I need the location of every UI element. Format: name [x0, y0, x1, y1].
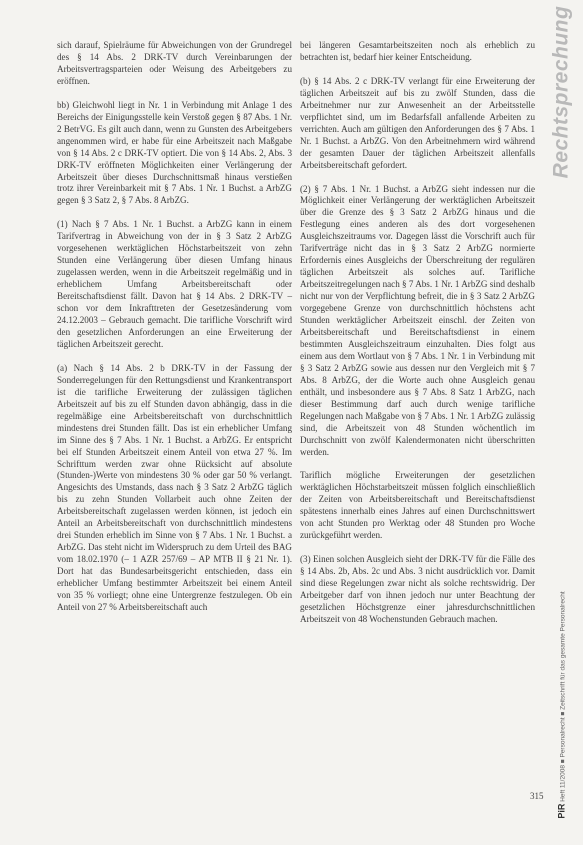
- left-paragraph-1: sich darauf, Spielräume für Abweichungen von der Grundregel des § 14 Abs. 2 DRK-TV durch Vereinbarungen der Arbeitsvertragsparteien oder Weisung des Arbeitgebers zu eröffnen.: [57, 40, 292, 86]
- right-paragraph-2: (b) § 14 Abs. 2 c DRK-TV verlangt für eine Erweiterung der täglichen Arbeitszeit auf bis zu zwölf Stunden, dass die Arbeitnehmer nur zur Anwesenheit an der Arbeitsstelle verpflichtet sind, um im Bedarfsfall anfallende Arbeiten zu verrichten. Auch am gültigen den Anforderungen des § 7 Abs. 1 Nr. 1 Buchst. a ArbZG. Von den Arbeitnehmern wird während der gesamten Dauer der täglichen Arbeitszeit allenfalls Arbeitsbereitschaft gefordert.: [300, 75, 535, 170]
- page-number: 315: [530, 791, 544, 801]
- journal-brand: PiR: [557, 803, 567, 819]
- journal-footer: [556, 580, 568, 830]
- section-logo: [548, 5, 574, 179]
- right-paragraph-3: (2) § 7 Abs. 1 Nr. 1 Buchst. a ArbZG sieht indessen nur die Möglichkeit einer Verlängerung der werktäglichen Arbeitszeit über die Grenze des § 3 Satz 2 ArbZG hinaus und die Festlegung eines anderen als des dort vorgesehenen Ausgleichszeitraums vor. Dagegen lässt die Vorschrift auch für Tarifverträge nicht das in § 3 Satz 2 ArbZG normierte Erfordernis eines Ausgleichs der Überschreitung der regulären täglichen Arbeitszeit als solches auf. Tarifliche Arbeitszeitregelungen nach § 7 Abs. 1 Nr. 1 ArbZG sind deshalb nicht nur von der Verpflichtung befreit, die in § 3 Satz 2 ArbZG vorgegebene Grenze von durchschnittlich höchstens acht Stunden werktäglicher Arbeitszeit einschl. der Zeiten von Arbeitsbereitschaft und Bereitschaftsdienst in einem bestimmten Ausgleichszeitraum einzuhalten. Dies folgt aus einem aus dem Wortlaut von § 7 Abs. 1 Nr. 1 in Verbindung mit § 3 Satz 2 ArbZG sowie aus dessen nur den Vergleich mit § 7 Abs. 8 ArbZG, der die Worte auch ohne Ausgleich genau enthält, und insbesondere aus § 7 Abs. 8 Satz 1 ArbZG, nach dieser Bestimmung darf auch durch wenige tarifliche Regelungen nach Maßgabe von § 7 Abs. 1 Nr. 1 ArbZG zulässig sind, die Arbeitszeit von 48 Stunden wöchentlich im Durchschnitt von zwölf Kalendermonaten nicht überschritten werden.: [300, 183, 535, 457]
- journal-footer-text: Heft 11/2008 ■ Personalrecht ■ Zeitschrift für das gesamte Personalrecht: [560, 591, 567, 802]
- right-paragraph-5: (3) Einen solchen Ausgleich sieht der DRK-TV für die Fälle des § 14 Abs. 2b, Abs. 2c und Abs. 3 nicht ausdrücklich vor. Damit sind diese Regelungen zwar nicht als solche rechtswidrig. Der Arbeitgeber darf von ihnen jedoch nur unter Beachtung der gesetzlichen Höchstgrenze einer jahresdurchschnittlichen Arbeitszeit von 48 Wochenstunden Gebrauch machen.: [300, 554, 535, 624]
- section-logo-text: Rechtsprechung: [549, 5, 573, 179]
- left-paragraph-2: bb) Gleichwohl liegt in Nr. 1 in Verbindung mit Anlage 1 des Bereichs der Einigungsstelle kein Verstoß gegen § 87 Abs. 1 Nr. 2 BetrVG. Es gilt auch dann, wenn zu Gunsten des Arbeitgebers angenommen wird, er habe für eine Arbeitszeit nach Maßgabe von § 14 Abs. 2 c DRK-TV optiert. Die von § 14 Abs. 2, Abs. 3 DRK-TV eröffneten Möglichkeiten einer Verlängerung der Arbeitszeit über dieses Durchschnittsmaß hinaus verstießen trotz ihrer Vereinbarkeit mit § 7 Abs. 1 Nr. 1 Buchst. a ArbZG gegen § 3 Satz 2, § 7 Abs. 8 ArbZG.: [57, 99, 292, 206]
- left-column: [57, 40, 292, 626]
- right-paragraph-1: bei längeren Gesamtarbeitszeiten noch als erheblich zu betrachten ist, bedarf hier keiner Entscheidung.: [300, 40, 535, 62]
- left-paragraph-3: (1) Nach § 7 Abs. 1 Nr. 1 Buchst. a ArbZG kann in einem Tarifvertrag in Abweichung von der in § 3 Satz 2 ArbZG vorgesehenen werktäglichen Höchstarbeitszeit von zehn Stunden eine Verlängerung über diesen Umfang hinaus zugelassen werden, wenn in die Arbeitszeit regelmäßig und in erheblichem Umfang Arbeitsbereitschaft oder Bereitschaftsdienst fällt. Davon hat § 14 Abs. 2 DRK-TV – schon vor dem Inkrafttreten der Gesetzesänderung vom 24.12.2003 – Gebrauch gemacht. Die tarifliche Vorschrift wird den gesetzlichen Anforderungen an eine Erweiterung der täglichen Arbeitszeit gerecht.: [57, 219, 292, 349]
- right-column: [300, 40, 535, 638]
- right-paragraph-4: Tariflich mögliche Erweiterungen der gesetzlichen werktäglichen Höchstarbeitszeit müssen folglich einschließlich der Zeiten von Arbeitsbereitschaft und Bereitschaftsdienst spätestens innerhalb eines Jahres auf einen Durchschnittswert von acht Stunden pro Werktag oder 48 Stunden pro Woche zurückgeführt werden.: [300, 470, 535, 541]
- journal-footer-line: [557, 591, 567, 818]
- left-paragraph-4: (a) Nach § 14 Abs. 2 b DRK-TV in der Fassung der Sonderregelungen für den Rettungsdienst und Krankentransport ist die tarifliche Erweiterung der zulässigen täglichen Arbeitszeit auf bis zu elf Stunden davon abhängig, dass in die regelmäßige eine Arbeitsbereitschaft von durchschnittlich mindestens drei Stunden fällt. Das ist ein erheblicher Umfang im Sinne des § 7 Abs. 1 Nr. 1 Buchst. a ArbZG. Er entspricht bei elf Stunden Arbeitszeit einem Anteil von etwa 27 %. Im Schrifttum werden zwar ohne Rücksicht auf absolute (Stunden-)Werte von mindestens 30 % oder gar 50 % verlangt. Angesichts des Umstands, dass nach § 3 Satz 2 ArbZG täglich bis zu zehn Stunden Vollarbeit auch ohne Zeiten der Arbeitsbereitschaft zugelassen werden können, ist jedoch ein Anteil an Arbeitsbereitschaft von durchschnittlich mindestens drei Stunden erheblich im Sinne von § 7 Abs. 1 Nr. 1 Buchst. a ArbZG. Das steht nicht im Widerspruch zu dem Urteil des BAG vom 18.02.1970 (– 1 AZR 257/69 – AP MTB II § 21 Nr. 1). Dort hat das Bundesarbeitsgericht entschieden, dass ein erheblicher Umfang bestimmter Arbeitszeit bei einem Anteil von 35 % vorliegt; ohne eine Untergrenze festzulegen. Ob ein Anteil von 27 % Arbeitsbereitschaft auch: [57, 362, 292, 612]
